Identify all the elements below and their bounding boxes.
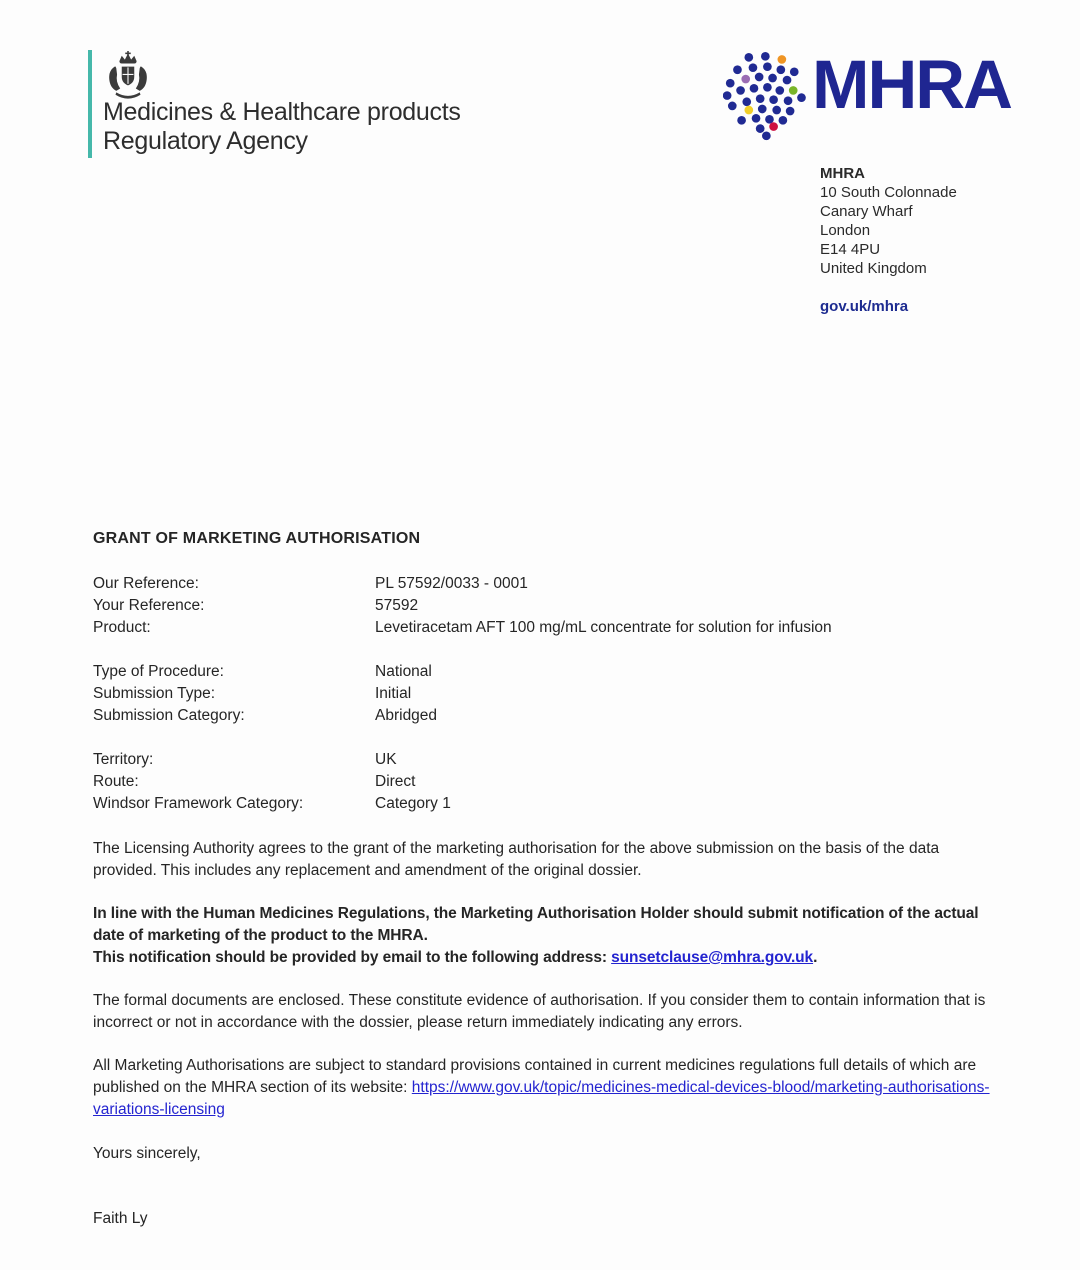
address-name: MHRA — [820, 165, 865, 182]
ref-label: Your Reference: — [93, 597, 205, 614]
ref-value: 57592 — [375, 597, 419, 614]
ref-label: Submission Type: — [93, 685, 216, 702]
ref-label: Our Reference: — [93, 575, 199, 592]
address-line: London — [820, 222, 871, 239]
agency-name-line1: Medicines & Healthcare products — [103, 98, 461, 126]
ref-value: UK — [375, 751, 397, 768]
ref-value: National — [375, 663, 432, 680]
ref-label: Windsor Framework Category: — [93, 795, 304, 812]
sunset-email-link[interactable]: sunsetclause@mhra.gov.uk — [611, 949, 814, 966]
notification-text: In line with the Human Medicines Regulations, the Marketing Authorisation Holder should submit notification of the actual date of marketing of the product to the MHRA. — [93, 905, 979, 944]
reference-group-identifiers — [93, 573, 995, 639]
notification-email-suffix: . — [813, 949, 818, 966]
reference-row — [93, 573, 995, 595]
paragraph-formal-documents: The formal documents are enclosed. These constitute evidence of authorisation. If you consider them to contain information that is incorrect or not in accordance with the dossier, please return immediately indicating any errors. — [93, 992, 986, 1031]
address-line: E14 4PU — [820, 241, 881, 258]
reference-row — [93, 705, 995, 727]
ref-value: Direct — [375, 773, 416, 790]
signatory-name: Faith Ly — [93, 1210, 148, 1227]
letter-title: GRANT OF MARKETING AUTHORISATION — [93, 530, 421, 547]
address-block — [820, 164, 957, 316]
ref-value: PL 57592/0033 - 0001 — [375, 575, 528, 592]
gov-uk-mhra-link[interactable]: gov.uk/mhra — [820, 298, 909, 315]
ref-label: Type of Procedure: — [93, 663, 224, 680]
ref-label: Submission Category: — [93, 707, 245, 724]
notification-email-prefix: This notification should be provided by email to the following address: — [93, 949, 612, 966]
reference-row — [93, 595, 995, 617]
address-line: Canary Wharf — [820, 203, 913, 220]
royal-coat-of-arms-icon — [103, 51, 153, 101]
letter-body — [93, 528, 995, 1230]
closing: Yours sincerely, — [93, 1145, 201, 1162]
reference-row — [93, 749, 995, 771]
reference-group-procedure — [93, 661, 995, 727]
ref-label: Product: — [93, 619, 151, 636]
address-line: United Kingdom — [820, 260, 927, 277]
address-line: 10 South Colonnade — [820, 184, 957, 201]
agency-name — [103, 98, 461, 156]
paragraph-standard-provisions — [93, 1055, 995, 1121]
ref-label: Route: — [93, 773, 139, 790]
ref-value: Category 1 — [375, 795, 451, 812]
reference-row — [93, 661, 995, 683]
agency-logo — [88, 48, 518, 160]
ref-value: Levetiracetam AFT 100 mg/mL concentrate for solution for infusion — [375, 619, 832, 636]
licensing-website-link[interactable]: https://www.gov.uk/topic/medicines-medical-devices-blood/marketing-authorisations-variations-licensing — [93, 1079, 990, 1118]
mhra-dots-icon — [723, 46, 818, 141]
reference-group-territory — [93, 749, 995, 815]
reference-row — [93, 771, 995, 793]
ref-value: Initial — [375, 685, 412, 702]
ref-label: Territory: — [93, 751, 154, 768]
mhra-wordmark: MHRA — [812, 46, 1011, 123]
provisions-text: All Marketing Authorisations are subject to standard provisions contained in current medicines regulations full details of which are published on the MHRA section of its website: — [93, 1057, 977, 1096]
reference-row — [93, 617, 995, 639]
reference-row — [93, 793, 995, 815]
ref-value: Abridged — [375, 707, 438, 724]
reference-row — [93, 683, 995, 705]
paragraph-grant: The Licensing Authority agrees to the grant of the marketing authorisation for the above submission on the basis of the data provided. This includes any replacement and amendment of the original dossier. — [93, 840, 940, 879]
agency-name-line2: Regulatory Agency — [103, 127, 308, 155]
teal-brand-bar — [88, 50, 92, 158]
paragraph-notification — [93, 903, 995, 969]
